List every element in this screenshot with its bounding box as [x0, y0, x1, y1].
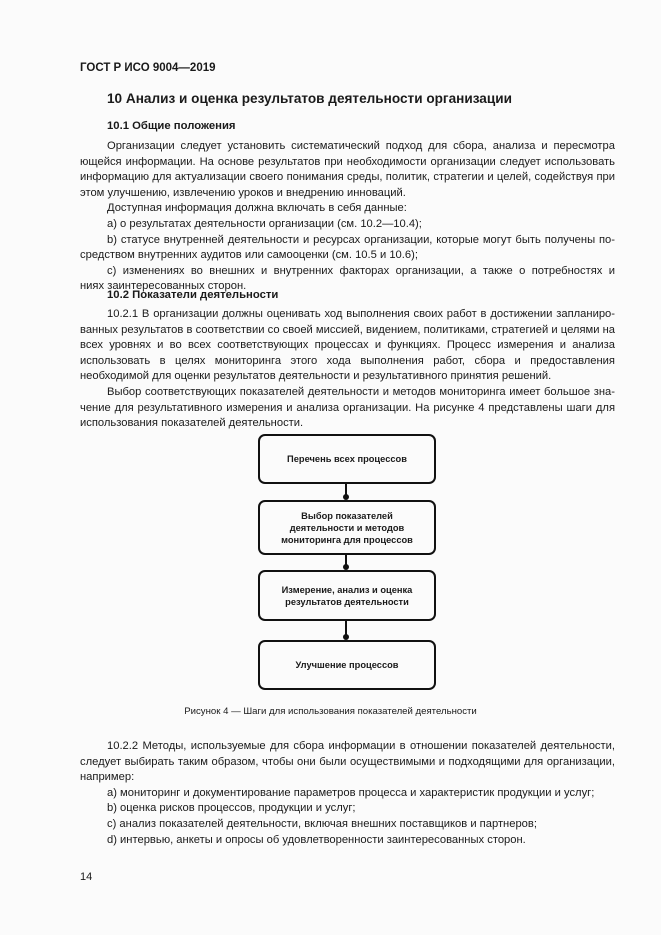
page-number: 14: [80, 871, 93, 883]
flow-step-label: Измерение, анализ и оценка результатов деятельности: [281, 584, 413, 607]
section-10-2-2-body: [80, 739, 615, 848]
text-line: информацию для актуализации своего понимания среды, политик, стратегии и целей, содействуя при: [80, 171, 615, 184]
section-10-2-body: [80, 307, 615, 432]
arrow-icon: [345, 482, 347, 498]
text-line: необходимой для оценки результатов деятельности и результативного принятия решений.: [80, 370, 552, 383]
flow-step-label: Перечень всех процессов: [287, 454, 407, 464]
text-line: ющейся информации. На основе результатов при необходимости организации следует использовать: [80, 155, 615, 168]
text-line: 10.2.2 Методы, используемые для сбора информации в отношении показателей деятельности,: [107, 740, 615, 752]
subsection-heading-10-2: 10.2 Показатели деятельности: [107, 289, 279, 301]
paragraph: [80, 307, 615, 385]
text-line: следует выбирать таким образом, чтобы они были осуществимыми и подходящими для организации,: [80, 755, 615, 768]
paragraph: [80, 385, 615, 432]
text-line: a) мониторинг и документирование параметров процесса и характеристик продукции и услуг;: [107, 786, 595, 799]
text-line: c) анализ показателей деятельности, включая внешних поставщиков и партнеров;: [107, 817, 537, 830]
text-line: использовать в целях мониторинга этого хода выполнения работ, сбора и предоставления: [80, 354, 615, 367]
text-line: использования показателей деятельности.: [80, 417, 304, 430]
text-line: d) интервью, анкеты и опросы об удовлетворенности заинтересованных сторон.: [107, 833, 526, 846]
text-line: b) оценка рисков процессов, продукции и услуг;: [107, 802, 356, 815]
list-item: [80, 833, 615, 849]
section-heading: 10 Анализ и оценка результатов деятельности организации: [107, 91, 512, 106]
text-line: средством внутренних аудитов или самооценки (см. 10.5 и 10.6);: [80, 249, 418, 262]
text-line: чение для результативного измерения и анализа организации. На рисунке 4 представлены шаги для: [80, 401, 615, 414]
list-item: [80, 786, 615, 802]
text-line: Выбор соответствующих показателей деятельности и методов мониторинга имеет большое зна-: [107, 385, 615, 398]
paragraph: [80, 201, 615, 217]
paragraph: [80, 139, 615, 201]
arrow-icon: [345, 619, 347, 638]
paragraph: [80, 739, 615, 786]
list-item: [80, 217, 615, 233]
flow-step: [258, 434, 436, 484]
list-item: [80, 817, 615, 833]
text-line: ниях заинтересованных сторон.: [80, 280, 247, 293]
flow-step: [258, 640, 436, 690]
flow-step-label: Улучшение процессов: [295, 660, 399, 670]
text-line: b) статусе внутренней деятельности и ресурсах организации, которые могут быть получены по-: [107, 233, 615, 246]
flow-step: [258, 570, 436, 621]
text-line: Доступная информация должна включать в себя данные:: [107, 202, 407, 215]
text-line: Организации следует установить систематический подход для сбора, анализа и пересмотра: [107, 140, 615, 152]
standard-designation: ГОСТ Р ИСО 9004—2019: [80, 62, 216, 74]
subsection-heading-10-1: 10.1 Общие положения: [107, 120, 236, 132]
text-line: a) о результатах деятельности организации (см. 10.2—10.4);: [107, 217, 422, 230]
list-item: [80, 233, 615, 264]
figure-caption: Рисунок 4 — Шаги для использования показателей деятельности: [184, 706, 477, 717]
text-line: например:: [80, 771, 135, 784]
arrow-icon: [345, 553, 347, 568]
text-line: этом улучшению, извлечению уроков и внедрению инноваций.: [80, 186, 406, 199]
flow-step-label: Выбор показателей деятельности и методов мониторинга для процессов: [281, 510, 413, 545]
list-item: [80, 801, 615, 817]
text-line: c) изменениях во внешних и внутренних факторах организации, а также о потребностях и: [107, 264, 615, 277]
text-line: 10.2.1 В организации должны оценивать ход выполнения своих работ в достижении запланиро-: [107, 308, 615, 320]
text-line: всех уровнях и во всех соответствующих процессах и функциях. Процесс измерения и анализа: [80, 339, 615, 352]
text-line: ванных результатов в соответствии со своей миссией, видением, политиками, стратегией и целями на: [80, 323, 615, 336]
section-10-1-body: [80, 139, 615, 295]
flow-step: [258, 500, 436, 555]
